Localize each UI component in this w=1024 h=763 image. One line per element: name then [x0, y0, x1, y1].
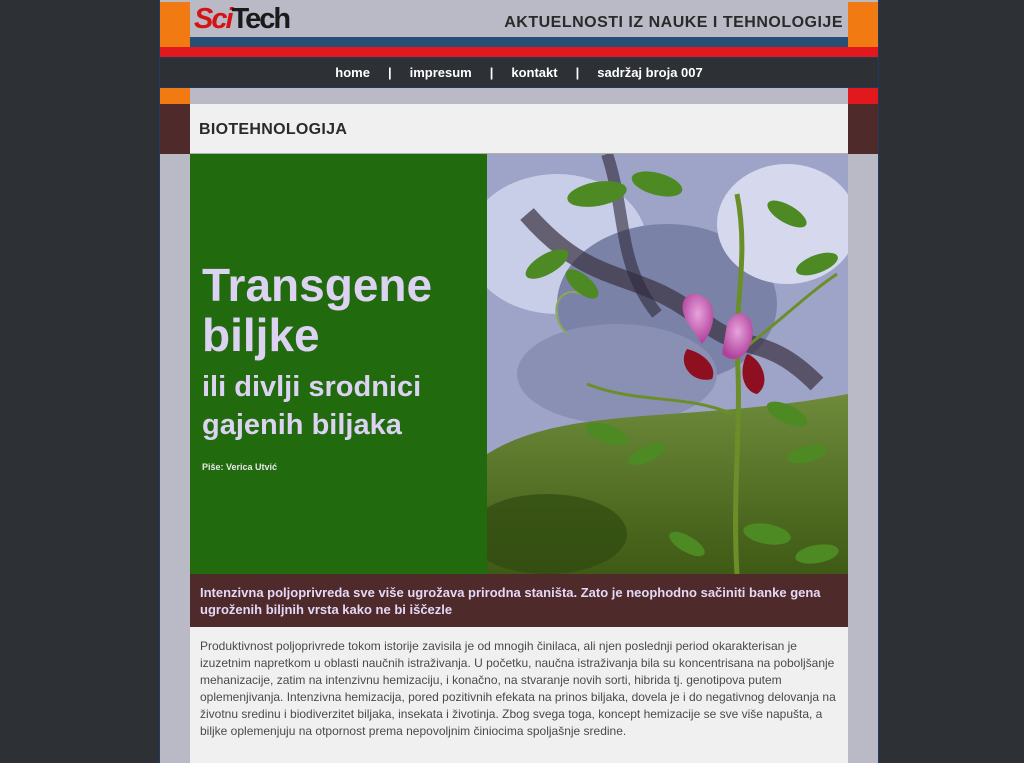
article-subtitle — [202, 368, 421, 444]
page-border-right — [878, 0, 879, 763]
lead-text: Intenzivna poljoprivreda sve više ugrožava prirodna staništa. Zato je neophodno sačiniti banke gena ugroženih biljnih vrsta kako ne bi iščezle — [200, 585, 821, 617]
header-accent-right — [848, 2, 878, 47]
title-line-1: Transgene — [202, 259, 433, 311]
nav-issue-contents[interactable]: sadržaj broja 007 — [597, 65, 703, 80]
nav-separator: | — [575, 65, 580, 80]
strip-red — [848, 88, 878, 104]
logo-tech: Tech — [231, 3, 290, 35]
side-block-right — [848, 104, 878, 154]
strip-orange — [160, 88, 190, 104]
title-line-2: biljke — [202, 309, 320, 361]
article-hero — [190, 154, 487, 574]
subtitle-line-1: ili divlji srodnici — [202, 371, 422, 403]
strip-grey — [190, 88, 848, 104]
article-title — [202, 260, 432, 360]
article-body — [190, 627, 848, 763]
nav-impresum[interactable]: impresum — [409, 65, 472, 80]
subtitle-line-2: gajenih biljaka — [202, 409, 402, 441]
section-title: BIOTEHNOLOGIJA — [199, 121, 348, 138]
section-header — [190, 104, 848, 154]
header-blue-line — [190, 37, 848, 47]
article-lead — [190, 574, 848, 627]
main-nav — [160, 57, 878, 88]
nav-separator: | — [489, 65, 494, 80]
header-accent-left — [160, 2, 190, 47]
plant-photo — [487, 154, 848, 574]
header-red-band — [160, 47, 878, 57]
nav-separator: | — [387, 65, 392, 80]
scitech-logo[interactable] — [194, 3, 289, 35]
article-author: Piše: Verica Utvić — [202, 462, 278, 472]
logo-sci: Sci — [194, 3, 232, 35]
nav-home[interactable]: home — [335, 65, 370, 80]
site-tagline: AKTUELNOSTI IZ NAUKE I TEHNOLOGIJE — [504, 14, 843, 31]
side-block-left — [160, 104, 190, 154]
nav-kontakt[interactable]: kontakt — [511, 65, 558, 80]
body-paragraph: Produktivnost poljoprivrede tokom istorije zavisila je od mnogih činilaca, ali njen poslednji period okarakterisan je izuzetnim napretkom u oblasti naučnih istraživanja. U početku, naučna istraživanja bila su koncentrisana na poboljšanje mehanizacije, zatim na intenzivnu hemizaciju, i konačno, na stvaranje novih sorti, hibrida tj. genotipova putem oplemenjivanja. Intenzivna hemizacija, pored pozitivnih efekata na prinos biljaka, dovela je i do negativnog delovanja na životnu sredinu i biodiverzitet biljaka, insekata i životinja. Zbog svega toga, koncept hemizacije se sve više napušta, a biljke oplemenjuju na otpornost prema nepovoljnim činiocima spoljašnje sredine. — [200, 639, 836, 738]
